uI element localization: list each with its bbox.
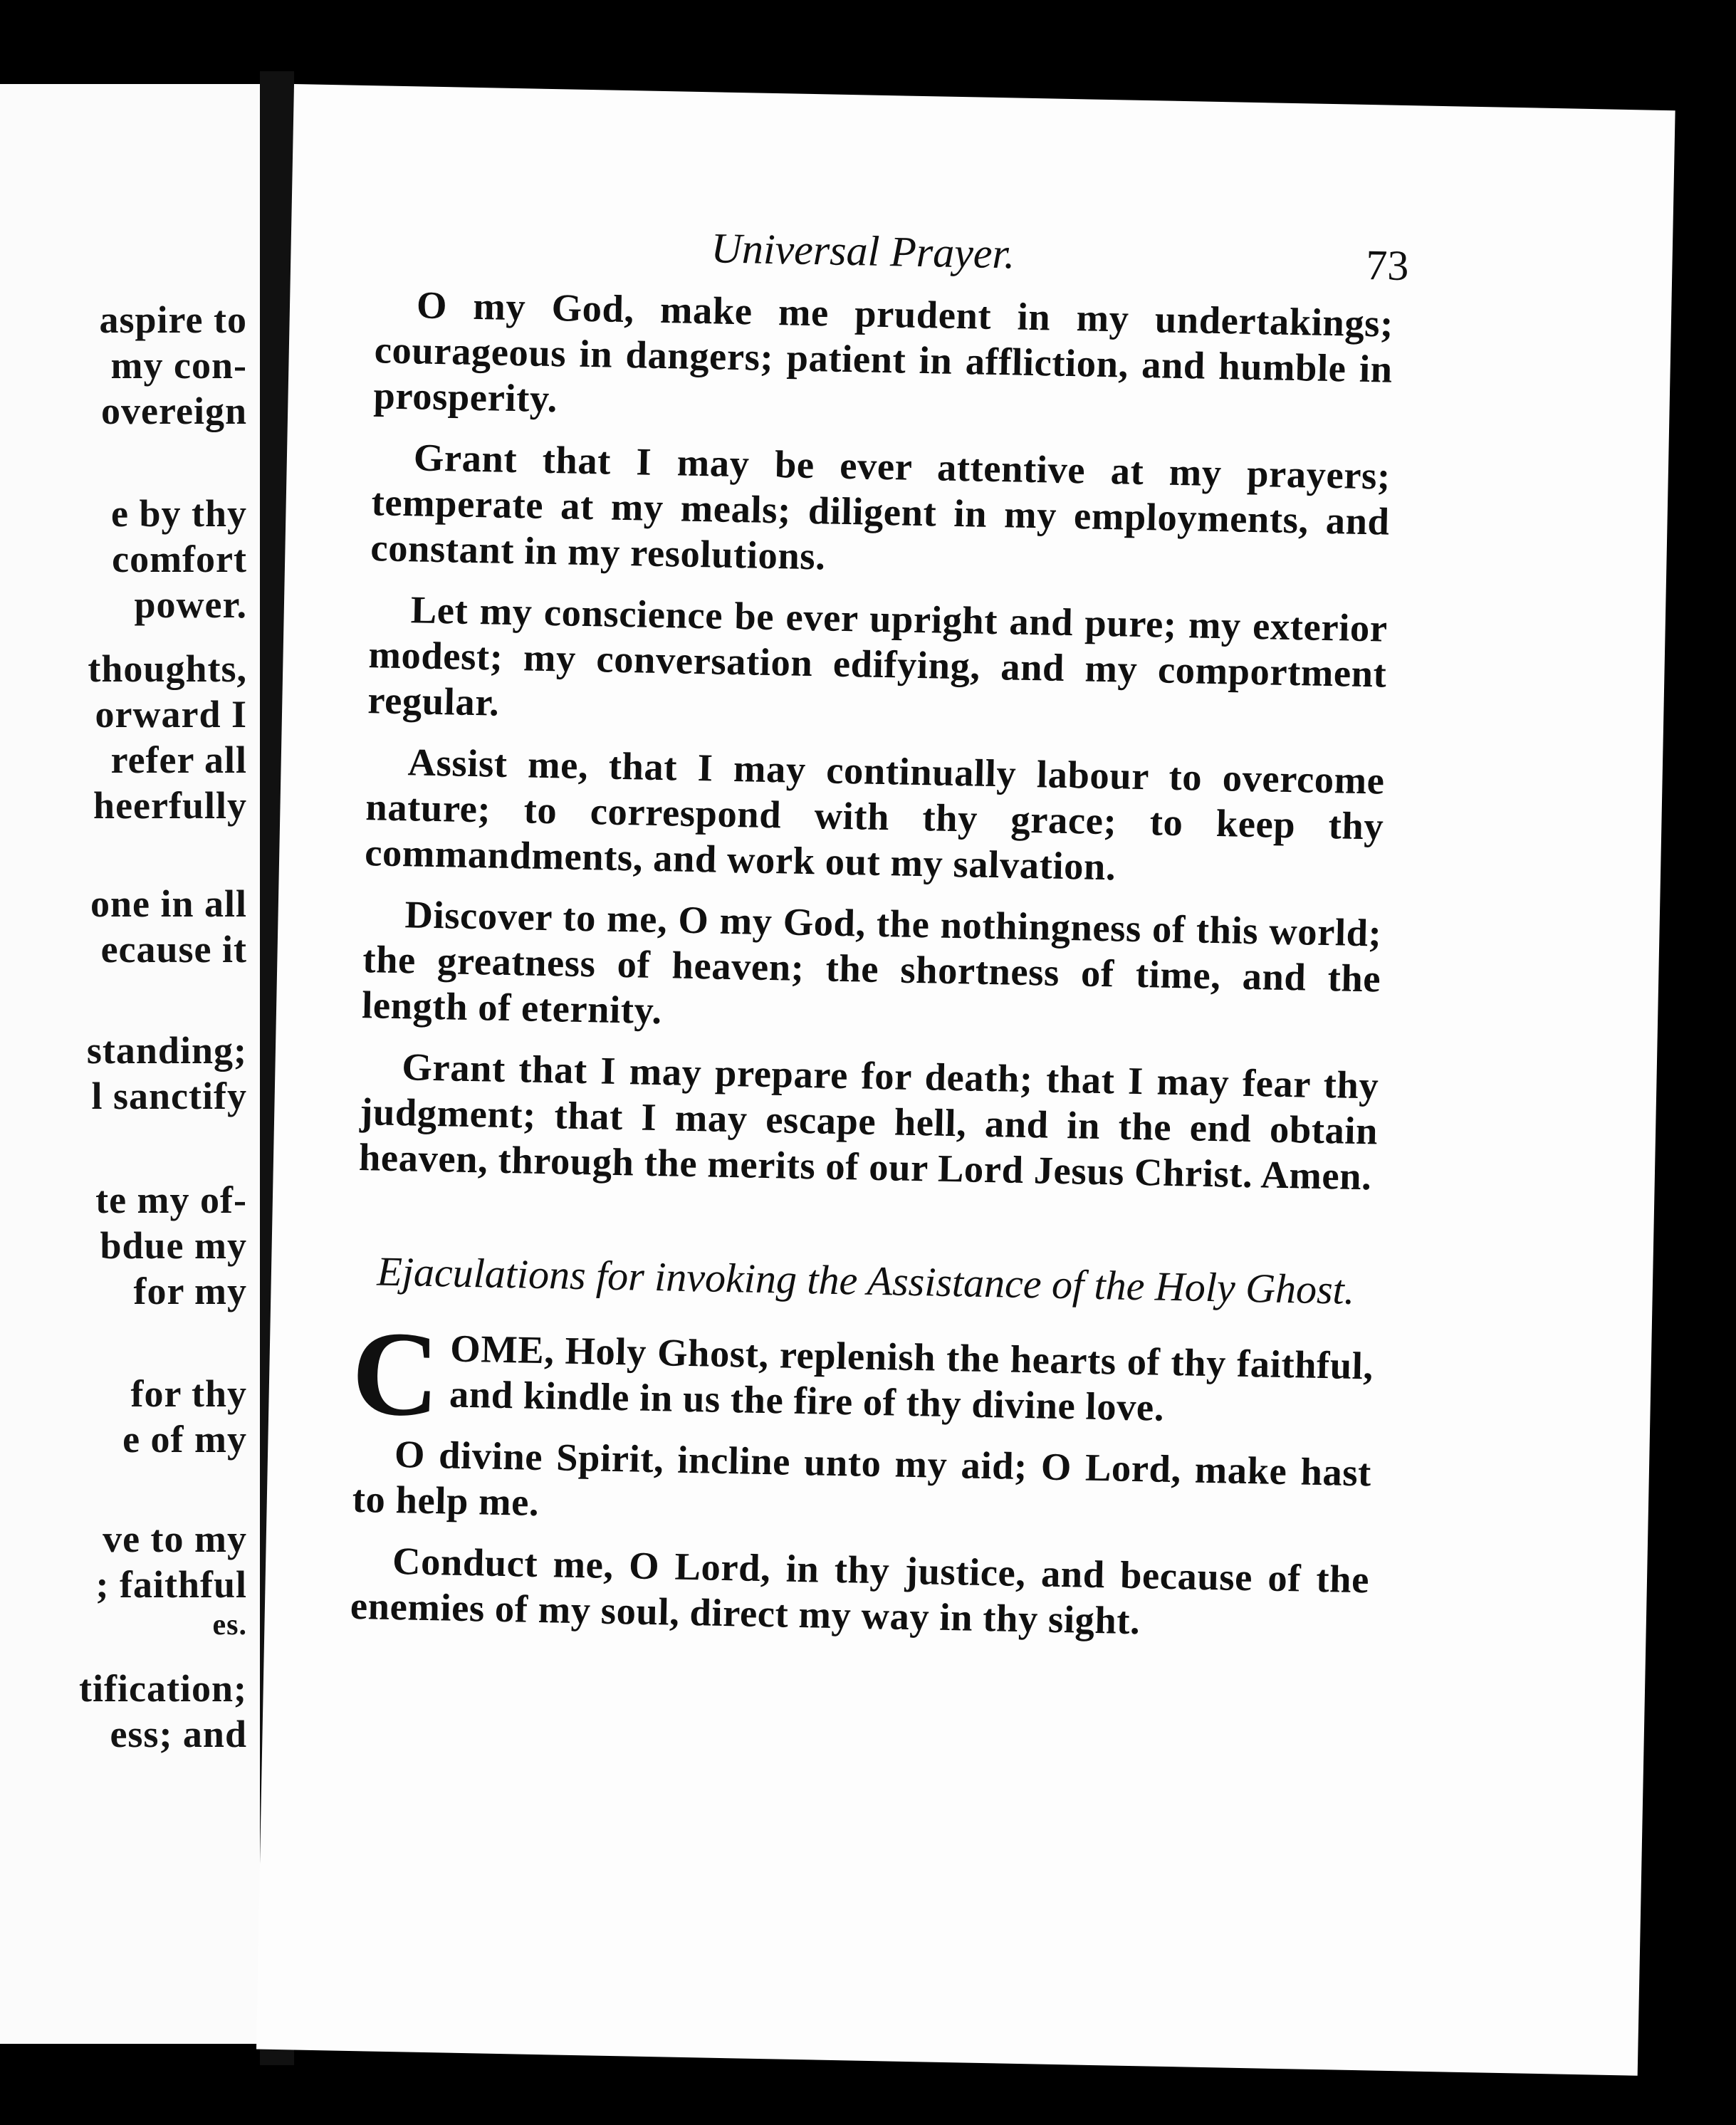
left-line: comfort [112, 538, 247, 580]
first-word: OME, [449, 1326, 555, 1372]
left-line: e of my [122, 1418, 247, 1461]
ejaculation-paragraph [350, 1305, 1374, 1442]
left-line: heerfully [93, 784, 247, 827]
left-line: power. [134, 583, 247, 626]
left-line: aspire to [99, 298, 247, 341]
ejaculation-paragraph: Conduct me, O Lord, in thy justice, and because of the enemies of my soul, direct my way in thy sight. [350, 1539, 1370, 1643]
section-heading: Ejaculations for invoking the Assistance of the Holy Ghost. [376, 1248, 1355, 1313]
left-line: standing; [86, 1029, 247, 1072]
left-line: ecause it [100, 928, 247, 971]
right-page [256, 84, 1675, 2076]
paragraph-text: Holy Ghost, replenish the hearts of thy faithful, and kindle in us the fire of thy divine love. [449, 1328, 1374, 1429]
running-head-title: Universal Prayer. [711, 224, 1015, 278]
left-line: te my of- [95, 1179, 247, 1221]
left-line: one in all [90, 882, 247, 925]
prayer-paragraph: Assist me, that I may continually labour to overcome nature; to correspond with thy grace; to keep thy commandments, and work out my salvation. [364, 740, 1386, 889]
page-body [350, 217, 1410, 1664]
drop-cap-letter: C [350, 1305, 441, 1442]
left-line: my con- [110, 344, 247, 387]
prayer-paragraph: Grant that I may be ever attentive at my prayers; temperate at my meals; diligent in my employments, and constant in my resolutions. [370, 435, 1391, 578]
left-line: for my [133, 1270, 247, 1312]
left-line: thoughts, [88, 647, 247, 690]
page-number: 73 [1365, 241, 1410, 290]
left-line: es. [212, 1609, 247, 1641]
ejaculation-paragraph: O divine Spirit, incline unto my aid; O Lord, make hast to help me. [352, 1432, 1372, 1524]
left-line: l sanctify [91, 1075, 247, 1117]
left-line: orward I [95, 693, 247, 736]
left-page-fragment [0, 84, 260, 2044]
left-line: refer all [110, 738, 247, 781]
left-line: tification; [79, 1667, 247, 1710]
left-line: overeign [101, 390, 247, 432]
prayer-paragraph: Discover to me, O my God, the nothingness of this world; the greatness of heaven; the shortness of time, and the length of eternity. [361, 892, 1382, 1033]
left-line: ; faithful [95, 1563, 247, 1606]
left-line: ess; and [110, 1713, 247, 1755]
left-line: e by thy [110, 492, 247, 535]
left-line: bdue my [100, 1224, 247, 1267]
left-line: for thy [130, 1372, 247, 1415]
prayer-paragraph: Let my conscience be ever upright and pure; my exterior modest; my conversation edifying, and my comportment regular. [367, 588, 1389, 724]
left-line: ve to my [103, 1518, 247, 1560]
prayer-paragraph: Grant that I may prepare for death; that I may fear thy judgment; that I may escape hell, and in the end obtain heaven, through the merits of our Lord Jesus Christ. Amen. [358, 1045, 1379, 1199]
prayer-paragraph: O my God, make me prudent in my undertakings; courageous in dangers; patient in affliction, and humble in prosperity. [373, 283, 1394, 421]
